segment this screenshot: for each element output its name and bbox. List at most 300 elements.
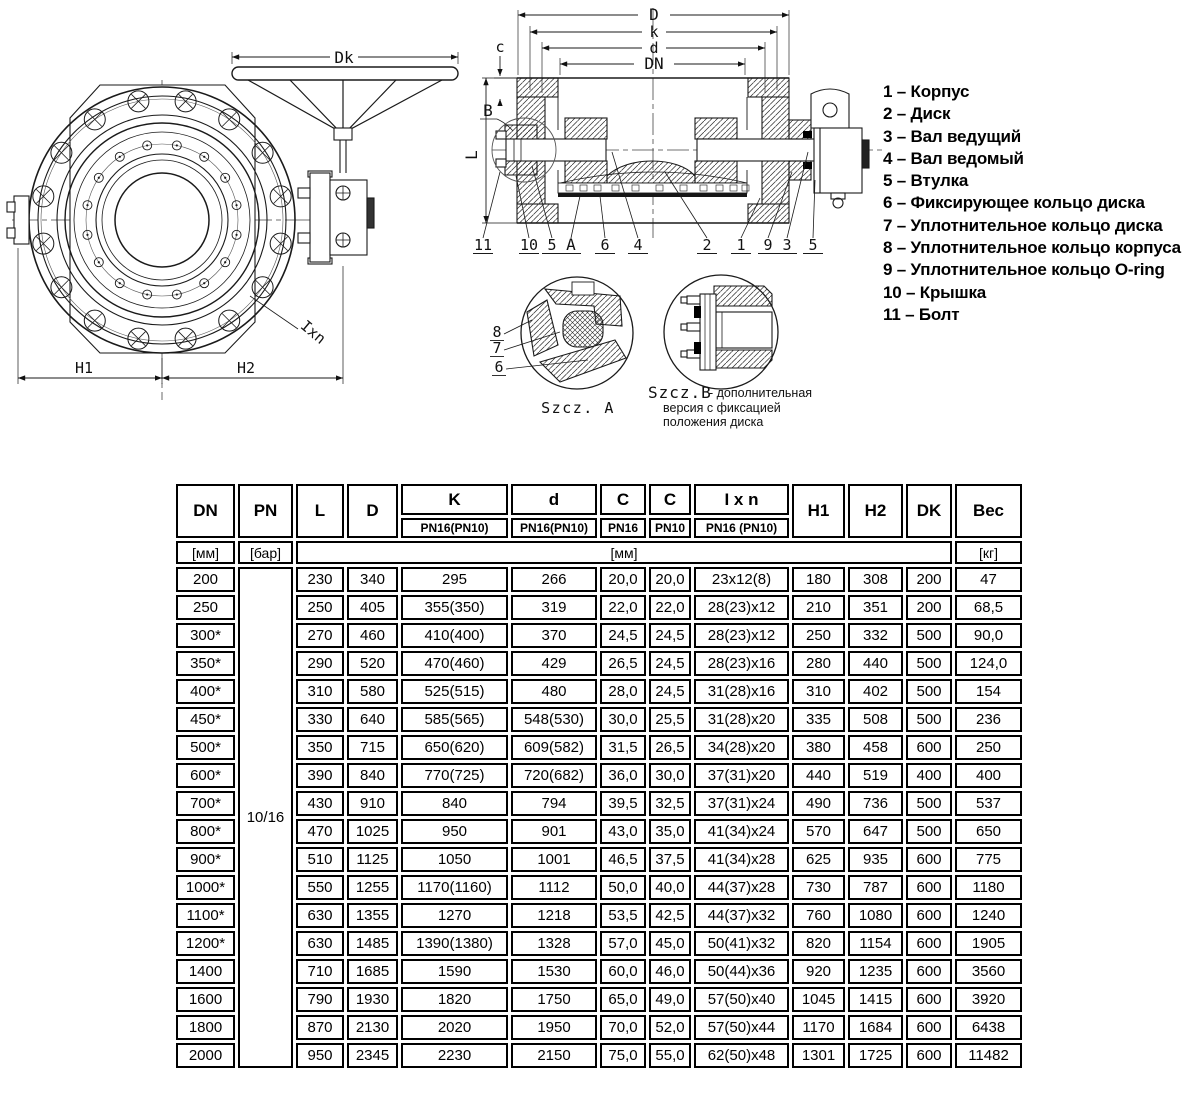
cell: 46,5: [600, 847, 646, 872]
cell: 2230: [401, 1043, 508, 1068]
cell: 548(530): [511, 707, 597, 732]
cell: 1950: [511, 1015, 597, 1040]
cell: 350: [296, 735, 344, 760]
cell: 736: [848, 791, 903, 816]
cell: 351: [848, 595, 903, 620]
cell: 370: [511, 623, 597, 648]
subheader-ixn: PN16 (PN10): [694, 518, 789, 538]
cell: 625: [792, 847, 845, 872]
cell: 70,0: [600, 1015, 646, 1040]
cell: 2020: [401, 1015, 508, 1040]
detail-a-caption: Szcz. A: [541, 399, 615, 417]
table-row: [176, 819, 1022, 844]
cell: 500: [906, 819, 952, 844]
cell: 1685: [347, 959, 398, 984]
cell: 210: [792, 595, 845, 620]
cell: 519: [848, 763, 903, 788]
table-row: [176, 875, 1022, 900]
cell-dn: 450*: [176, 707, 235, 732]
cell: 266: [511, 567, 597, 592]
cell: 44(37)x32: [694, 903, 789, 928]
cell: 36,0: [600, 763, 646, 788]
part-callout-3: 3: [782, 236, 792, 254]
cell: 500: [906, 791, 952, 816]
cell: 200: [906, 567, 952, 592]
cell: 45,0: [649, 931, 691, 956]
cell: 1415: [848, 987, 903, 1012]
cell: 1355: [347, 903, 398, 928]
cell: 230: [296, 567, 344, 592]
cell-dn: 800*: [176, 819, 235, 844]
dim-label-c: c: [495, 38, 505, 56]
legend-item: 8 – Уплотнительное кольцо корпуса: [883, 238, 1181, 258]
cell: 3560: [955, 959, 1022, 984]
cell: 500: [906, 651, 952, 676]
cell: 650(620): [401, 735, 508, 760]
cell: 600: [906, 875, 952, 900]
cell: 410(400): [401, 623, 508, 648]
cell: 23x12(8): [694, 567, 789, 592]
cell: 57(50)x40: [694, 987, 789, 1012]
table-row: [176, 847, 1022, 872]
cell: 405: [347, 595, 398, 620]
cell: 3920: [955, 987, 1022, 1012]
cell: 57,0: [600, 931, 646, 956]
cell-dn: 250: [176, 595, 235, 620]
dim-label-d: d: [649, 39, 659, 57]
cell: 41(34)x28: [694, 847, 789, 872]
col-header-ves: Вес: [955, 484, 1022, 538]
cell: 950: [401, 819, 508, 844]
cell: 630: [296, 931, 344, 956]
detail-b-caption-title: Szcz.B: [648, 383, 712, 402]
cell: 1235: [848, 959, 903, 984]
cell: 47: [955, 567, 1022, 592]
col-header-h1: H1: [792, 484, 845, 538]
detail-a-callout-8: 8: [492, 323, 502, 341]
cell: 55,0: [649, 1043, 691, 1068]
cell: 570: [792, 819, 845, 844]
cell-dn: 400*: [176, 679, 235, 704]
cell: 355(350): [401, 595, 508, 620]
part-callout-4: 4: [633, 236, 643, 254]
cell: 402: [848, 679, 903, 704]
cell-dn: 1100*: [176, 903, 235, 928]
cell: 335: [792, 707, 845, 732]
cell: 35,0: [649, 819, 691, 844]
subheader-k: PN16(PN10): [401, 518, 508, 538]
cell-dn: 300*: [176, 623, 235, 648]
cell: 510: [296, 847, 344, 872]
cell: 580: [347, 679, 398, 704]
units-weight: [кг]: [955, 541, 1022, 564]
cell: 28(23)x12: [694, 595, 789, 620]
cell: 1684: [848, 1015, 903, 1040]
col-header-dk: DK: [906, 484, 952, 538]
cell: 32,5: [649, 791, 691, 816]
cell: 1170(1160): [401, 875, 508, 900]
legend-item: 4 – Вал ведомый: [883, 148, 1024, 168]
cell: 458: [848, 735, 903, 760]
cell: 1301: [792, 1043, 845, 1068]
cell: 609(582): [511, 735, 597, 760]
cell: 50(41)x32: [694, 931, 789, 956]
cell: 794: [511, 791, 597, 816]
table-row: [176, 763, 1022, 788]
cell: 600: [906, 735, 952, 760]
cell: 440: [792, 763, 845, 788]
cell: 20,0: [649, 567, 691, 592]
legend-item: 11 – Болт: [883, 304, 960, 324]
cell: 1905: [955, 931, 1022, 956]
cell: 440: [848, 651, 903, 676]
cell: 870: [296, 1015, 344, 1040]
dim-label-b: B: [483, 101, 493, 120]
part-callout-5: 5: [547, 236, 557, 254]
cell: 525(515): [401, 679, 508, 704]
cell: 49,0: [649, 987, 691, 1012]
cell: 520: [347, 651, 398, 676]
cell: 950: [296, 1043, 344, 1068]
cell: 34(28)x20: [694, 735, 789, 760]
dim-label-h1: H1: [74, 359, 94, 377]
cell: 630: [296, 903, 344, 928]
subheader-c1: PN16: [600, 518, 646, 538]
cell: 820: [792, 931, 845, 956]
header-row: [176, 484, 1022, 515]
cell: 180: [792, 567, 845, 592]
cell: 1045: [792, 987, 845, 1012]
cell: 600: [906, 847, 952, 872]
part-callout-11: 11: [473, 236, 493, 254]
units-mid: [мм]: [296, 541, 952, 564]
cell: 1154: [848, 931, 903, 956]
cell: 236: [955, 707, 1022, 732]
cell: 28(23)x12: [694, 623, 789, 648]
table-row: [176, 1015, 1022, 1040]
part-callout-A: A: [566, 235, 576, 254]
col-header-dn: DN: [176, 484, 235, 538]
cell: 390: [296, 763, 344, 788]
cell: 920: [792, 959, 845, 984]
dim-label-k: k: [649, 23, 659, 41]
cell: 775: [955, 847, 1022, 872]
legend-item: 7 – Уплотнительное кольцо диска: [883, 215, 1163, 235]
table-row: [176, 931, 1022, 956]
cell: 537: [955, 791, 1022, 816]
spec-table: [173, 481, 1025, 1071]
cell: 310: [296, 679, 344, 704]
part-callout-1: 1: [736, 236, 746, 254]
cell: 25,5: [649, 707, 691, 732]
cell: 1820: [401, 987, 508, 1012]
dim-label-l: L: [462, 150, 481, 160]
cell: 1001: [511, 847, 597, 872]
cell-dn: 1200*: [176, 931, 235, 956]
cell: 1112: [511, 875, 597, 900]
table-row: [176, 567, 1022, 592]
front-view: [7, 48, 458, 400]
cell: 470(460): [401, 651, 508, 676]
cell: 44(37)x28: [694, 875, 789, 900]
table-row: [176, 903, 1022, 928]
cell: 901: [511, 819, 597, 844]
cell: 319: [511, 595, 597, 620]
cell: 840: [401, 791, 508, 816]
cell: 37(31)x20: [694, 763, 789, 788]
part-callout-9: 9: [763, 236, 773, 254]
cell: 720(682): [511, 763, 597, 788]
table-row: [176, 1043, 1022, 1068]
legend-item: 2 – Диск: [883, 104, 951, 124]
cell: 26,5: [649, 735, 691, 760]
cell: 52,0: [649, 1015, 691, 1040]
cell: 46,0: [649, 959, 691, 984]
cell: 460: [347, 623, 398, 648]
col-header-pn: PN: [238, 484, 293, 538]
cell: 290: [296, 651, 344, 676]
part-callout-6: 6: [600, 236, 610, 254]
col-header-d-big: D: [347, 484, 398, 538]
cell: 154: [955, 679, 1022, 704]
cell: 332: [848, 623, 903, 648]
cell-dn: 350*: [176, 651, 235, 676]
cell: 1530: [511, 959, 597, 984]
table-row: [176, 735, 1022, 760]
cell: 1025: [347, 819, 398, 844]
cell: 1485: [347, 931, 398, 956]
cell: 124,0: [955, 651, 1022, 676]
legend-item: 3 – Вал ведущий: [883, 126, 1021, 146]
cell: 41(34)x24: [694, 819, 789, 844]
cell: 20,0: [600, 567, 646, 592]
cell: 24,5: [649, 623, 691, 648]
dim-label-dk: Dk: [334, 48, 354, 67]
cell: 500: [906, 707, 952, 732]
cell: 295: [401, 567, 508, 592]
cell: 500: [906, 623, 952, 648]
cell: 1750: [511, 987, 597, 1012]
subheader-c2: PN10: [649, 518, 691, 538]
detail-b: [648, 275, 812, 429]
detail-a: [490, 277, 633, 417]
dim-label-dn: DN: [644, 54, 664, 73]
cell: 28(23)x16: [694, 651, 789, 676]
cell: 37,5: [649, 847, 691, 872]
cell: 50,0: [600, 875, 646, 900]
cell: 270: [296, 623, 344, 648]
table-row: [176, 679, 1022, 704]
cell: 790: [296, 987, 344, 1012]
cell: 330: [296, 707, 344, 732]
cell: 730: [792, 875, 845, 900]
detail-a-callout-6: 6: [494, 358, 504, 376]
legend-item: 10 – Крышка: [883, 282, 987, 302]
cell: 600: [906, 931, 952, 956]
table-row: [176, 623, 1022, 648]
cell: 508: [848, 707, 903, 732]
units-row: [176, 541, 1022, 564]
detail-b-caption-note1: - дополнительная: [709, 386, 813, 400]
cell: 1725: [848, 1043, 903, 1068]
cell: 57(50)x44: [694, 1015, 789, 1040]
bolt-pattern-label: Ixn: [297, 316, 330, 348]
cell: 250: [792, 623, 845, 648]
table-row: [176, 651, 1022, 676]
cell: 68,5: [955, 595, 1022, 620]
cell: 1125: [347, 847, 398, 872]
cell: 250: [955, 735, 1022, 760]
cell: 40,0: [649, 875, 691, 900]
cell: 90,0: [955, 623, 1022, 648]
cell: 1240: [955, 903, 1022, 928]
cell-dn: 1000*: [176, 875, 235, 900]
cell: 280: [792, 651, 845, 676]
cell: 400: [955, 763, 1022, 788]
part-callout-10: 10: [519, 236, 539, 254]
cell: 62(50)x48: [694, 1043, 789, 1068]
detail-b-caption-note3: положения диска: [663, 415, 764, 429]
cell-pn: 10/16: [238, 567, 293, 1068]
cell-dn: 900*: [176, 847, 235, 872]
cell: 500: [906, 679, 952, 704]
dim-label-D: D: [649, 5, 659, 24]
detail-a-callout-7: 7: [492, 339, 502, 357]
legend-item: 6 – Фиксирующее кольцо диска: [883, 193, 1145, 213]
cell: 1590: [401, 959, 508, 984]
col-header-h2: H2: [848, 484, 903, 538]
cell: 31(28)x20: [694, 707, 789, 732]
cell: 2130: [347, 1015, 398, 1040]
cell: 24,5: [649, 679, 691, 704]
cell: 710: [296, 959, 344, 984]
cell: 1930: [347, 987, 398, 1012]
cell: 600: [906, 1043, 952, 1068]
subheader-d: PN16(PN10): [511, 518, 597, 538]
parts-legend: [883, 81, 1181, 326]
cell: 470: [296, 819, 344, 844]
cell: 600: [906, 987, 952, 1012]
cell: 1180: [955, 875, 1022, 900]
cell: 787: [848, 875, 903, 900]
cell: 24,5: [600, 623, 646, 648]
cell: 429: [511, 651, 597, 676]
cell: 650: [955, 819, 1022, 844]
units-pn: [бар]: [238, 541, 293, 564]
cell-dn: 200: [176, 567, 235, 592]
cell: 200: [906, 595, 952, 620]
units-dn: [мм]: [176, 541, 235, 564]
cell-dn: 700*: [176, 791, 235, 816]
col-header-ixn: I x n: [694, 484, 789, 515]
cell: 600: [906, 1015, 952, 1040]
cell: 600: [906, 903, 952, 928]
cell: 26,5: [600, 651, 646, 676]
cell: 715: [347, 735, 398, 760]
cell: 600: [906, 959, 952, 984]
cell-dn: 1800: [176, 1015, 235, 1040]
cell: 24,5: [649, 651, 691, 676]
cell-dn: 500*: [176, 735, 235, 760]
cell: 22,0: [649, 595, 691, 620]
cell: 340: [347, 567, 398, 592]
cell: 75,0: [600, 1043, 646, 1068]
cell: 30,0: [600, 707, 646, 732]
cell: 550: [296, 875, 344, 900]
cell: 37(31)x24: [694, 791, 789, 816]
cell-dn: 600*: [176, 763, 235, 788]
cell-dn: 1400: [176, 959, 235, 984]
cell: 50(44)x36: [694, 959, 789, 984]
cell: 30,0: [649, 763, 691, 788]
col-header-c1: C: [600, 484, 646, 515]
cell: 585(565): [401, 707, 508, 732]
cell: 380: [792, 735, 845, 760]
cell: 480: [511, 679, 597, 704]
part-callout-2: 2: [702, 236, 712, 254]
legend-item: 9 – Уплотнительное кольцо O-ring: [883, 260, 1165, 280]
cell: 308: [848, 567, 903, 592]
cell: 1328: [511, 931, 597, 956]
cell: 28,0: [600, 679, 646, 704]
cell: 400: [906, 763, 952, 788]
cell: 1218: [511, 903, 597, 928]
cell: 640: [347, 707, 398, 732]
cell: 65,0: [600, 987, 646, 1012]
cell: 31,5: [600, 735, 646, 760]
col-header-c2: C: [649, 484, 691, 515]
cell: 490: [792, 791, 845, 816]
cell: 1255: [347, 875, 398, 900]
cell: 11482: [955, 1043, 1022, 1068]
cell: 1080: [848, 903, 903, 928]
cell: 43,0: [600, 819, 646, 844]
cell: 1170: [792, 1015, 845, 1040]
legend-item: 1 – Корпус: [883, 82, 970, 101]
cell: 310: [792, 679, 845, 704]
cell: 760: [792, 903, 845, 928]
cell: 22,0: [600, 595, 646, 620]
cell-dn: 2000: [176, 1043, 235, 1068]
part-callout-5: 5: [808, 236, 818, 254]
cell: 840: [347, 763, 398, 788]
col-header-k: K: [401, 484, 508, 515]
cell: 935: [848, 847, 903, 872]
table-row: [176, 959, 1022, 984]
table-row: [176, 987, 1022, 1012]
cell: 647: [848, 819, 903, 844]
detail-b-caption-note2: версия с фиксацией: [663, 401, 781, 415]
cell-dn: 1600: [176, 987, 235, 1012]
cell: 1050: [401, 847, 508, 872]
cell: 250: [296, 595, 344, 620]
cell: 2345: [347, 1043, 398, 1068]
col-header-l: L: [296, 484, 344, 538]
legend-item: 5 – Втулка: [883, 171, 969, 191]
cell: 60,0: [600, 959, 646, 984]
cell: 1270: [401, 903, 508, 928]
cell: 53,5: [600, 903, 646, 928]
cell: 2150: [511, 1043, 597, 1068]
section-view: [462, 5, 882, 254]
cell: 6438: [955, 1015, 1022, 1040]
cell: 910: [347, 791, 398, 816]
col-header-d: d: [511, 484, 597, 515]
dim-label-h2: H2: [236, 359, 256, 377]
cell: 1390(1380): [401, 931, 508, 956]
cell: 770(725): [401, 763, 508, 788]
table-row: [176, 707, 1022, 732]
